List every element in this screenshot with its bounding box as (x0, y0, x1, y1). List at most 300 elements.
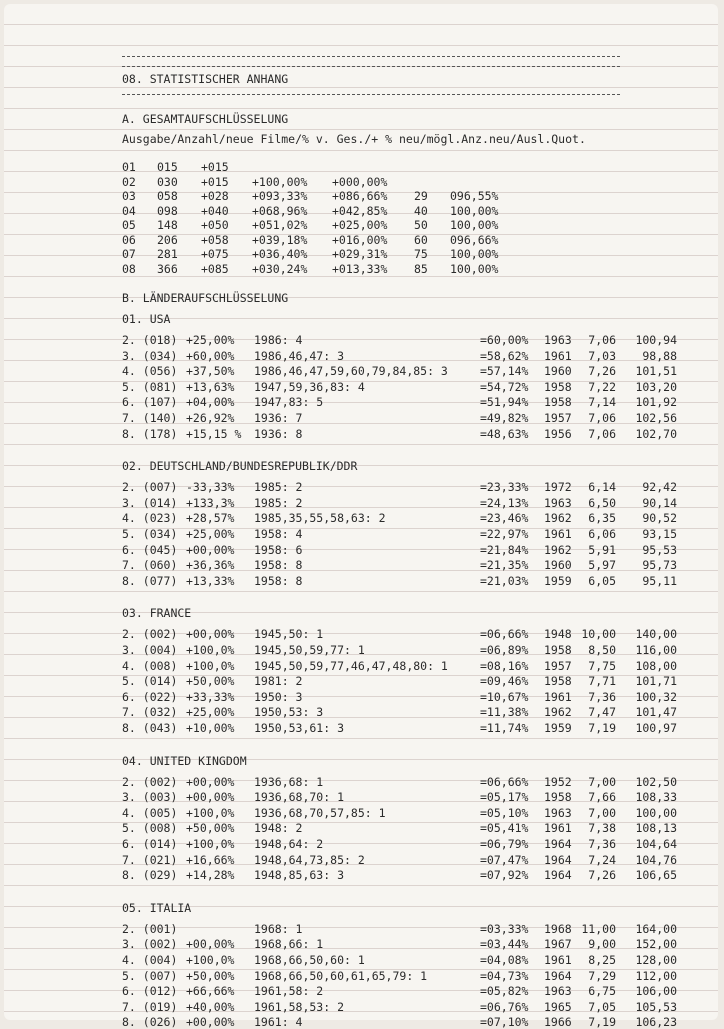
country-row (4, 806, 718, 820)
country-row (4, 411, 718, 425)
country-cell: 1958: 8 (254, 573, 303, 588)
country-cell: 101,51 (635, 364, 677, 379)
country-cell: =21,35% (480, 558, 529, 573)
country-cell: 1964 (544, 968, 572, 983)
country-cell: 102,70 (635, 426, 677, 441)
country-cell: 1963 (544, 984, 572, 999)
country-row (4, 574, 718, 588)
country-cell: 1985,35,55,58,63: 2 (254, 511, 386, 526)
country-cell: +36,36% (186, 558, 235, 573)
country-cell: 4. (056) (122, 364, 178, 379)
country-cell: 1964 (544, 837, 572, 851)
country-cell: 5. (034) (122, 527, 178, 541)
country-cell: 101,92 (635, 395, 677, 410)
top-rule-2 (122, 66, 620, 67)
country-cell: 98,88 (642, 348, 677, 363)
country-cell: 1958 (544, 643, 572, 657)
country-cell: 4. (005) (122, 805, 178, 820)
country-cell: =06,66% (480, 627, 529, 642)
section-a-cell: 100,00% (450, 261, 499, 276)
country-cell: +25,00% (186, 333, 235, 347)
country-cell: +100,0% (186, 837, 235, 851)
section-a-cell: +100,00% (252, 174, 308, 189)
country-cell: +37,50% (186, 364, 235, 379)
country-cell: 108,00 (635, 658, 677, 673)
country-cell: 108,13 (635, 821, 677, 836)
country-cell: 1952 (544, 774, 572, 789)
country-heading: 01. USA (122, 312, 171, 326)
country-cell: 105,53 (635, 999, 677, 1014)
section-a-cell: 03 (122, 189, 136, 203)
country-cell: +28,57% (186, 511, 235, 526)
country-cell: 7,19 (588, 721, 616, 735)
country-cell: 1986,46,47: 3 (254, 348, 345, 363)
country-cell: 10,00 (581, 627, 616, 642)
country-cell: 7. (060) (122, 558, 178, 573)
heading-rule (122, 94, 620, 95)
section-a-cell: +058 (201, 232, 229, 247)
country-row (4, 558, 718, 572)
country-cell: 90,52 (642, 511, 677, 526)
section-a-cell: +016,00% (332, 232, 388, 247)
country-row (4, 868, 718, 882)
section-a-cell: 06 (122, 232, 136, 247)
country-cell: =21,03% (480, 573, 529, 588)
country-cell: 1948: 2 (254, 821, 303, 836)
country-cell: 1965 (544, 999, 572, 1014)
country-cell: =07,92% (480, 868, 529, 883)
country-cell: 7,75 (588, 658, 616, 673)
section-a-cell: +000,00% (332, 174, 388, 189)
country-cell: 1986: 4 (254, 333, 303, 347)
section-a-row (4, 233, 718, 247)
section-a-cell: 29 (414, 189, 428, 203)
country-cell: 108,33 (635, 790, 677, 805)
country-cell: 2. (001) (122, 921, 178, 936)
country-cell: =05,17% (480, 790, 529, 805)
country-cell: 3. (003) (122, 790, 178, 805)
country-cell: 3. (034) (122, 348, 178, 363)
country-row (4, 922, 718, 936)
section-a-cell: +036,40% (252, 247, 308, 261)
country-row (4, 790, 718, 804)
country-cell: +100,0% (186, 805, 235, 820)
country-cell: 7,66 (588, 790, 616, 805)
country-row (4, 427, 718, 441)
country-cell: 4. (008) (122, 658, 178, 673)
country-cell: 1961 (544, 348, 572, 363)
country-heading: 04. UNITED KINGDOM (122, 753, 247, 768)
country-cell: 7. (140) (122, 411, 178, 425)
country-cell: 92,42 (642, 480, 677, 495)
country-cell: 8. (026) (122, 1015, 178, 1029)
country-cell: =08,16% (480, 658, 529, 673)
country-cell: 7,19 (588, 1015, 616, 1029)
country-cell: 7,38 (588, 821, 616, 836)
country-cell: 1956 (544, 426, 572, 441)
country-cell: =23,46% (480, 511, 529, 526)
country-row (4, 643, 718, 657)
country-cell: 1964 (544, 868, 572, 883)
country-cell: 1981: 2 (254, 674, 303, 689)
country-row (4, 1000, 718, 1014)
country-cell: 1947,59,36,83: 4 (254, 379, 365, 394)
country-cell: 7,03 (588, 348, 616, 363)
country-cell: =10,67% (480, 689, 529, 704)
section-a-row (4, 204, 718, 218)
country-cell: 1968: 1 (254, 921, 303, 936)
country-cell: 6,06 (588, 527, 616, 541)
country-row (4, 627, 718, 641)
country-row (4, 821, 718, 835)
country-cell: 1967 (544, 937, 572, 952)
country-row (4, 659, 718, 673)
country-cell: +10,00% (186, 721, 235, 735)
page-heading: 08. STATISTISCHER ANHANG (122, 72, 289, 86)
country-cell: +25,00% (186, 527, 235, 541)
country-cell: =48,63% (480, 426, 529, 441)
section-a-row (4, 160, 718, 174)
section-a-cell: +028 (201, 189, 229, 203)
country-cell: 7,26 (588, 364, 616, 379)
country-cell: +50,00% (186, 821, 235, 836)
country-cell: 1966 (544, 1015, 572, 1029)
country-row (4, 775, 718, 789)
country-cell: +26,92% (186, 411, 235, 425)
country-cell: 140,00 (635, 627, 677, 642)
section-a-cell: 40 (414, 203, 428, 218)
country-cell: 8,50 (588, 643, 616, 657)
country-cell: 1986,46,47,59,60,79,84,85: 3 (254, 364, 448, 379)
country-cell: 1948 (544, 627, 572, 642)
country-cell: =22,97% (480, 527, 529, 541)
country-cell: +15,15 % (186, 426, 242, 441)
section-a-cell: +015 (201, 160, 229, 174)
section-a-row (4, 262, 718, 276)
section-a-cell: +029,31% (332, 247, 388, 261)
country-cell: -33,33% (186, 480, 235, 495)
country-cell: +133,3% (186, 495, 235, 510)
country-cell: +100,0% (186, 953, 235, 967)
country-cell: 7,06 (588, 426, 616, 441)
country-cell: 1985: 2 (254, 480, 303, 495)
country-cell: 1950: 3 (254, 689, 303, 704)
country-cell: 106,23 (635, 1015, 677, 1029)
country-cell: 7. (032) (122, 705, 178, 720)
country-heading: 02. DEUTSCHLAND/BUNDESREPUBLIK/DDR (122, 459, 358, 474)
country-cell: 2. (018) (122, 333, 178, 347)
section-a-cell: +013,33% (332, 261, 388, 276)
country-cell: 1972 (544, 480, 572, 495)
section-a-cell: 100,00% (450, 218, 499, 232)
section-a-cell: 05 (122, 218, 136, 232)
country-cell: =58,62% (480, 348, 529, 363)
section-a-cell: 02 (122, 174, 136, 189)
country-cell: +13,63% (186, 379, 235, 394)
section-a-cell: +039,18% (252, 232, 308, 247)
country-cell: 112,00 (635, 968, 677, 983)
country-cell: 104,64 (635, 837, 677, 851)
country-cell: +13,33% (186, 573, 235, 588)
country-cell: 7,14 (588, 395, 616, 410)
country-cell: 1957 (544, 411, 572, 425)
country-cell: 2. (007) (122, 480, 178, 495)
country-cell: +00,00% (186, 774, 235, 789)
country-cell: 5. (008) (122, 821, 178, 836)
country-cell: 106,00 (635, 984, 677, 999)
country-cell: 7,22 (588, 379, 616, 394)
section-a-cell: +068,96% (252, 203, 308, 218)
country-row (4, 349, 718, 363)
country-cell: 1945,50: 1 (254, 627, 324, 642)
country-cell: =06,89% (480, 643, 529, 657)
country-cell: 164,00 (635, 921, 677, 936)
country-cell: 101,47 (635, 705, 677, 720)
country-cell: =07,10% (480, 1015, 529, 1029)
country-cell: 8. (178) (122, 426, 178, 441)
document-page (4, 4, 718, 1029)
country-cell: 93,15 (642, 527, 677, 541)
country-cell: 95,53 (642, 542, 677, 557)
country-cell: 7. (021) (122, 852, 178, 867)
country-cell: 6,35 (588, 511, 616, 526)
section-a-row (4, 247, 718, 261)
section-a-cell: 015 (157, 160, 178, 174)
section-a-cell: 098 (157, 203, 178, 218)
section-a-columns: Ausgabe/Anzahl/neue Filme/% v. Ges./+ % neu/mögl.Anz.neu/Ausl.Quot. (122, 132, 586, 146)
country-cell: 116,00 (635, 643, 677, 657)
country-row (4, 333, 718, 347)
country-row (4, 674, 718, 688)
country-cell: =21,84% (480, 542, 529, 557)
country-cell: 1958: 8 (254, 558, 303, 573)
country-cell: =11,38% (480, 705, 529, 720)
country-cell: 6,75 (588, 984, 616, 999)
section-a-cell: 75 (414, 247, 428, 261)
country-cell: 7,26 (588, 868, 616, 883)
country-cell: 102,56 (635, 411, 677, 425)
section-a-cell: 096,66% (450, 232, 499, 247)
country-cell: 6. (045) (122, 542, 178, 557)
country-cell: 7,71 (588, 674, 616, 689)
country-cell: =04,73% (480, 968, 529, 983)
country-row (4, 721, 718, 735)
country-cell: 100,94 (635, 333, 677, 347)
section-a-cell: +042,85% (332, 203, 388, 218)
country-cell: +00,00% (186, 542, 235, 557)
country-cell: +40,00% (186, 999, 235, 1014)
country-row (4, 496, 718, 510)
top-rule (122, 56, 620, 57)
country-cell: =03,44% (480, 937, 529, 952)
country-cell: 4. (023) (122, 511, 178, 526)
country-cell: 7,36 (588, 689, 616, 704)
country-cell: +16,66% (186, 852, 235, 867)
section-a-cell: +085 (201, 261, 229, 276)
country-cell: 1958 (544, 395, 572, 410)
country-cell: 2. (002) (122, 627, 178, 642)
country-cell: 8. (077) (122, 573, 178, 588)
country-cell: 1962 (544, 542, 572, 557)
country-cell: 152,00 (635, 937, 677, 952)
country-cell: 1948,64: 2 (254, 837, 324, 851)
section-a-cell: +075 (201, 247, 229, 261)
country-cell: 95,11 (642, 573, 677, 588)
section-b-title: B. LÄNDERAUFSCHLÜSSELUNG (122, 291, 289, 305)
country-cell: 1948,85,63: 3 (254, 868, 345, 883)
country-cell: +66,66% (186, 984, 235, 999)
country-cell: +50,00% (186, 968, 235, 983)
section-a-cell: 08 (122, 261, 136, 276)
section-a-cell: +040 (201, 203, 229, 218)
country-cell: =07,47% (480, 852, 529, 867)
section-a-cell: +093,33% (252, 189, 308, 203)
country-cell: +00,00% (186, 1015, 235, 1029)
country-cell: 106,65 (635, 868, 677, 883)
country-cell: 100,97 (635, 721, 677, 735)
country-cell: 6,14 (588, 480, 616, 495)
section-a-cell: 206 (157, 232, 178, 247)
country-cell: 103,20 (635, 379, 677, 394)
country-cell: 7,06 (588, 411, 616, 425)
country-cell: 90,14 (642, 495, 677, 510)
country-cell: 100,32 (635, 689, 677, 704)
country-cell: 1958 (544, 674, 572, 689)
country-cell: 1963 (544, 495, 572, 510)
country-cell: 1948,64,73,85: 2 (254, 852, 365, 867)
country-cell: 1936: 7 (254, 411, 303, 425)
country-cell: 1950,53,61: 3 (254, 721, 345, 735)
country-cell: 8. (029) (122, 868, 178, 883)
country-cell: 5. (007) (122, 968, 178, 983)
country-cell: 7,05 (588, 999, 616, 1014)
country-cell: =23,33% (480, 480, 529, 495)
section-a-cell: +086,66% (332, 189, 388, 203)
country-row (4, 1015, 718, 1029)
country-cell: 1960 (544, 364, 572, 379)
country-cell: 1963 (544, 805, 572, 820)
country-row (4, 543, 718, 557)
country-cell: 7,00 (588, 805, 616, 820)
country-heading: 05. ITALIA (122, 900, 192, 915)
country-row (4, 480, 718, 494)
country-cell: +100,0% (186, 643, 235, 657)
country-row (4, 705, 718, 719)
section-a-cell: 85 (414, 261, 428, 276)
section-a-cell: 366 (157, 261, 178, 276)
country-cell: =04,08% (480, 953, 529, 967)
country-cell: =49,82% (480, 411, 529, 425)
country-cell: 6. (107) (122, 395, 178, 410)
section-a-row (4, 189, 718, 203)
country-cell: 1960 (544, 558, 572, 573)
country-cell: 95,73 (642, 558, 677, 573)
country-cell: 8. (043) (122, 721, 178, 735)
country-cell: 3. (004) (122, 643, 178, 657)
country-cell: =05,10% (480, 805, 529, 820)
country-cell: 1961 (544, 527, 572, 541)
country-cell: =09,46% (480, 674, 529, 689)
country-cell: =11,74% (480, 721, 529, 735)
country-cell: 1968 (544, 921, 572, 936)
country-cell: 3. (002) (122, 937, 178, 952)
country-cell: =06,79% (480, 837, 529, 851)
country-cell: 4. (004) (122, 953, 178, 967)
country-cell: 1961 (544, 689, 572, 704)
country-row (4, 364, 718, 378)
section-a-cell: 100,00% (450, 247, 499, 261)
country-row (4, 690, 718, 704)
country-cell: 7,00 (588, 774, 616, 789)
country-cell: 1958: 6 (254, 542, 303, 557)
country-cell: 1936: 8 (254, 426, 303, 441)
country-cell: 9,00 (588, 937, 616, 952)
country-cell: 1961: 4 (254, 1015, 303, 1029)
country-cell: 5,97 (588, 558, 616, 573)
country-cell: =54,72% (480, 379, 529, 394)
country-cell: +00,00% (186, 627, 235, 642)
country-cell: =57,14% (480, 364, 529, 379)
country-cell: 1936,68,70: 1 (254, 790, 345, 805)
country-cell: 7,06 (588, 333, 616, 347)
country-cell: 1958 (544, 379, 572, 394)
country-cell: 2. (002) (122, 774, 178, 789)
country-cell: +100,0% (186, 658, 235, 673)
country-cell: =05,41% (480, 821, 529, 836)
country-cell: =06,66% (480, 774, 529, 789)
country-heading: 03. FRANCE (122, 606, 192, 621)
country-row (4, 937, 718, 951)
section-a-cell: +051,02% (252, 218, 308, 232)
section-a-row (4, 218, 718, 232)
country-cell: +00,00% (186, 937, 235, 952)
country-cell: 1936,68,70,57,85: 1 (254, 805, 386, 820)
country-cell: 3. (014) (122, 495, 178, 510)
country-row (4, 380, 718, 394)
section-a-cell: 60 (414, 232, 428, 247)
country-cell: 1961,58: 2 (254, 984, 324, 999)
section-a-cell: 030 (157, 174, 178, 189)
country-cell: 1963 (544, 333, 572, 347)
section-a-cell: +030,24% (252, 261, 308, 276)
country-cell: 6. (022) (122, 689, 178, 704)
country-row (4, 853, 718, 867)
country-cell: 1958: 4 (254, 527, 303, 541)
country-cell: 1962 (544, 705, 572, 720)
section-a-cell: +015 (201, 174, 229, 189)
country-cell: +33,33% (186, 689, 235, 704)
section-a-cell: 281 (157, 247, 178, 261)
country-cell: 1961 (544, 953, 572, 967)
country-cell: +14,28% (186, 868, 235, 883)
section-a-cell: 50 (414, 218, 428, 232)
country-cell: =06,76% (480, 999, 529, 1014)
country-cell: 1936,68: 1 (254, 774, 324, 789)
section-a-title: A. GESAMTAUFSCHLÜSSELUNG (122, 112, 289, 126)
country-cell: 7,29 (588, 968, 616, 983)
country-cell: +25,00% (186, 705, 235, 720)
country-cell: 100,00 (635, 805, 677, 820)
country-row (4, 527, 718, 541)
country-cell: =24,13% (480, 495, 529, 510)
country-row (4, 953, 718, 967)
country-cell: +00,00% (186, 790, 235, 805)
country-cell: 6. (014) (122, 837, 178, 851)
country-cell: 8,25 (588, 953, 616, 967)
country-cell: 104,76 (635, 852, 677, 867)
country-cell: +04,00% (186, 395, 235, 410)
country-cell: 7. (019) (122, 999, 178, 1014)
